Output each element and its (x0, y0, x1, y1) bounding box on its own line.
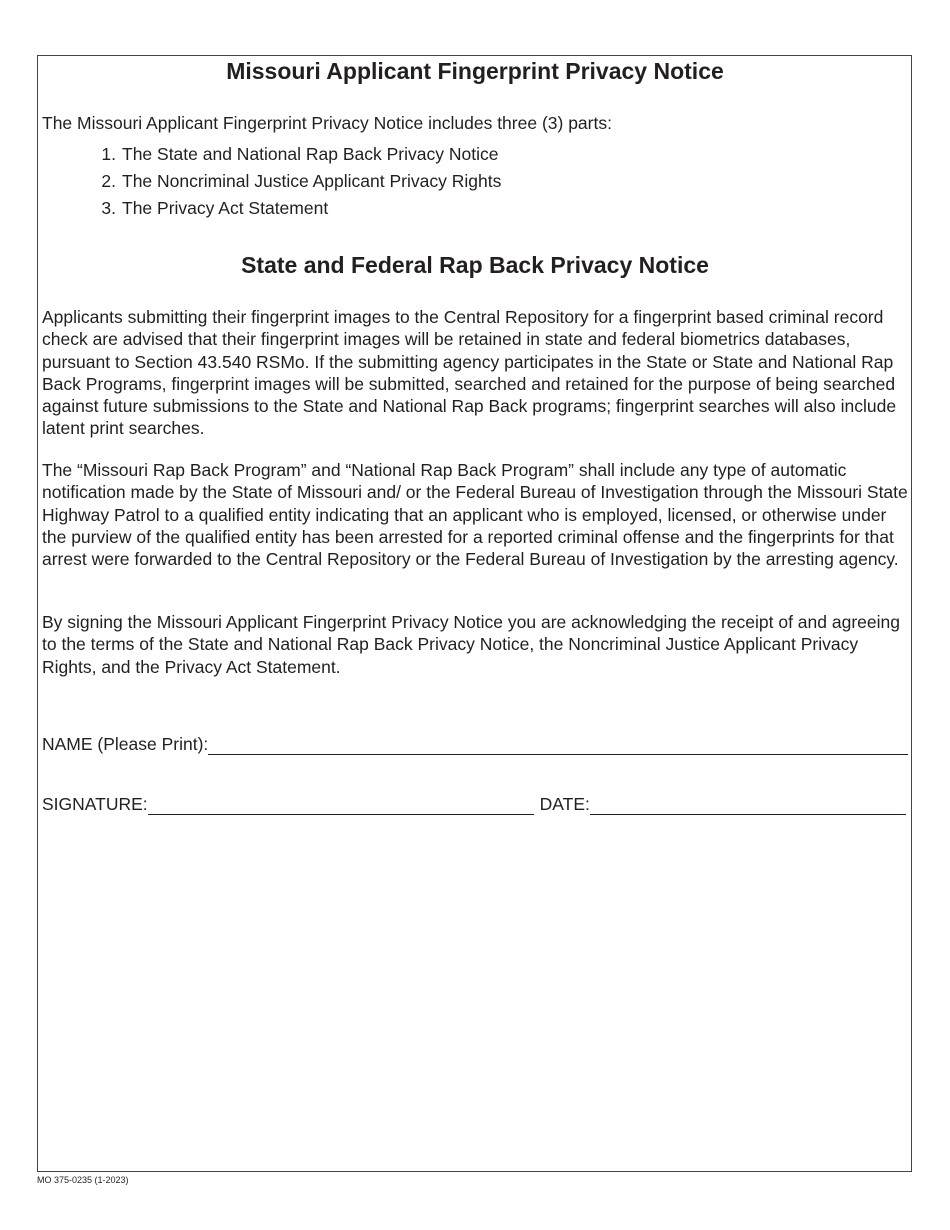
signature-field[interactable] (148, 797, 534, 815)
paragraph-retention: Applicants submitting their fingerprint images to the Central Repository for a fingerprint based criminal record check are advised that their fingerprint images will be retained in state and federal biometrics databases, pursuant to Section 43.540 RSMo. If the submitting agency participates in the State or State and National Rap Back Programs, fingerprint images will be submitted, searched and retained for the purpose of being searched against future submissions to the State and National Rap Back programs; fingerprint searches will also include latent print searches. (42, 307, 897, 439)
list-item (42, 170, 501, 197)
list-item-number: 3. (101, 198, 116, 218)
signature-label: SIGNATURE: (42, 794, 148, 814)
name-field[interactable] (208, 737, 908, 755)
paragraph-program-definition: The “Missouri Rap Back Program” and “National Rap Back Program” shall include any type of automatic notification made by the State of Missouri and/ or the Federal Bureau of Investigation through the Missouri State Highway Patrol to a qualified entity indicating that an applicant who is employed, licensed, or otherwise under the purview of the qualified entity has been arrested for a reported criminal offense and the fingerprints for that arrest were forwarded to the Central Repository or the Federal Bureau of Investigation by the arresting agency. (42, 460, 908, 570)
name-field-row (42, 733, 908, 755)
page-title: Missouri Applicant Fingerprint Privacy Notice (226, 58, 724, 84)
list-item-text: The Privacy Act Statement (122, 198, 329, 218)
list-item (42, 143, 501, 170)
intro-text: The Missouri Applicant Fingerprint Privacy Notice includes three (3) parts: (42, 113, 612, 133)
list-item (42, 197, 501, 224)
parts-list (42, 143, 501, 224)
list-item-number: 2. (101, 171, 116, 191)
paragraph-acknowledgement: By signing the Missouri Applicant Fingerprint Privacy Notice you are acknowledging the receipt of and agreeing to the terms of the State and National Rap Back Privacy Notice, the Noncriminal Justice Applicant Privacy Rights, and the Privacy Act Statement. (42, 612, 900, 677)
form-number: MO 375-0235 (1-2023) (37, 1175, 129, 1185)
list-item-text: The State and National Rap Back Privacy Notice (122, 144, 499, 164)
name-label: NAME (Please Print): (42, 734, 209, 754)
signature-date-row (42, 793, 906, 815)
date-label: DATE: (539, 794, 590, 814)
list-item-number: 1. (101, 144, 116, 164)
list-item-text: The Noncriminal Justice Applicant Privacy Rights (122, 171, 502, 191)
date-field[interactable] (590, 797, 906, 815)
section-title: State and Federal Rap Back Privacy Notice (241, 252, 709, 278)
